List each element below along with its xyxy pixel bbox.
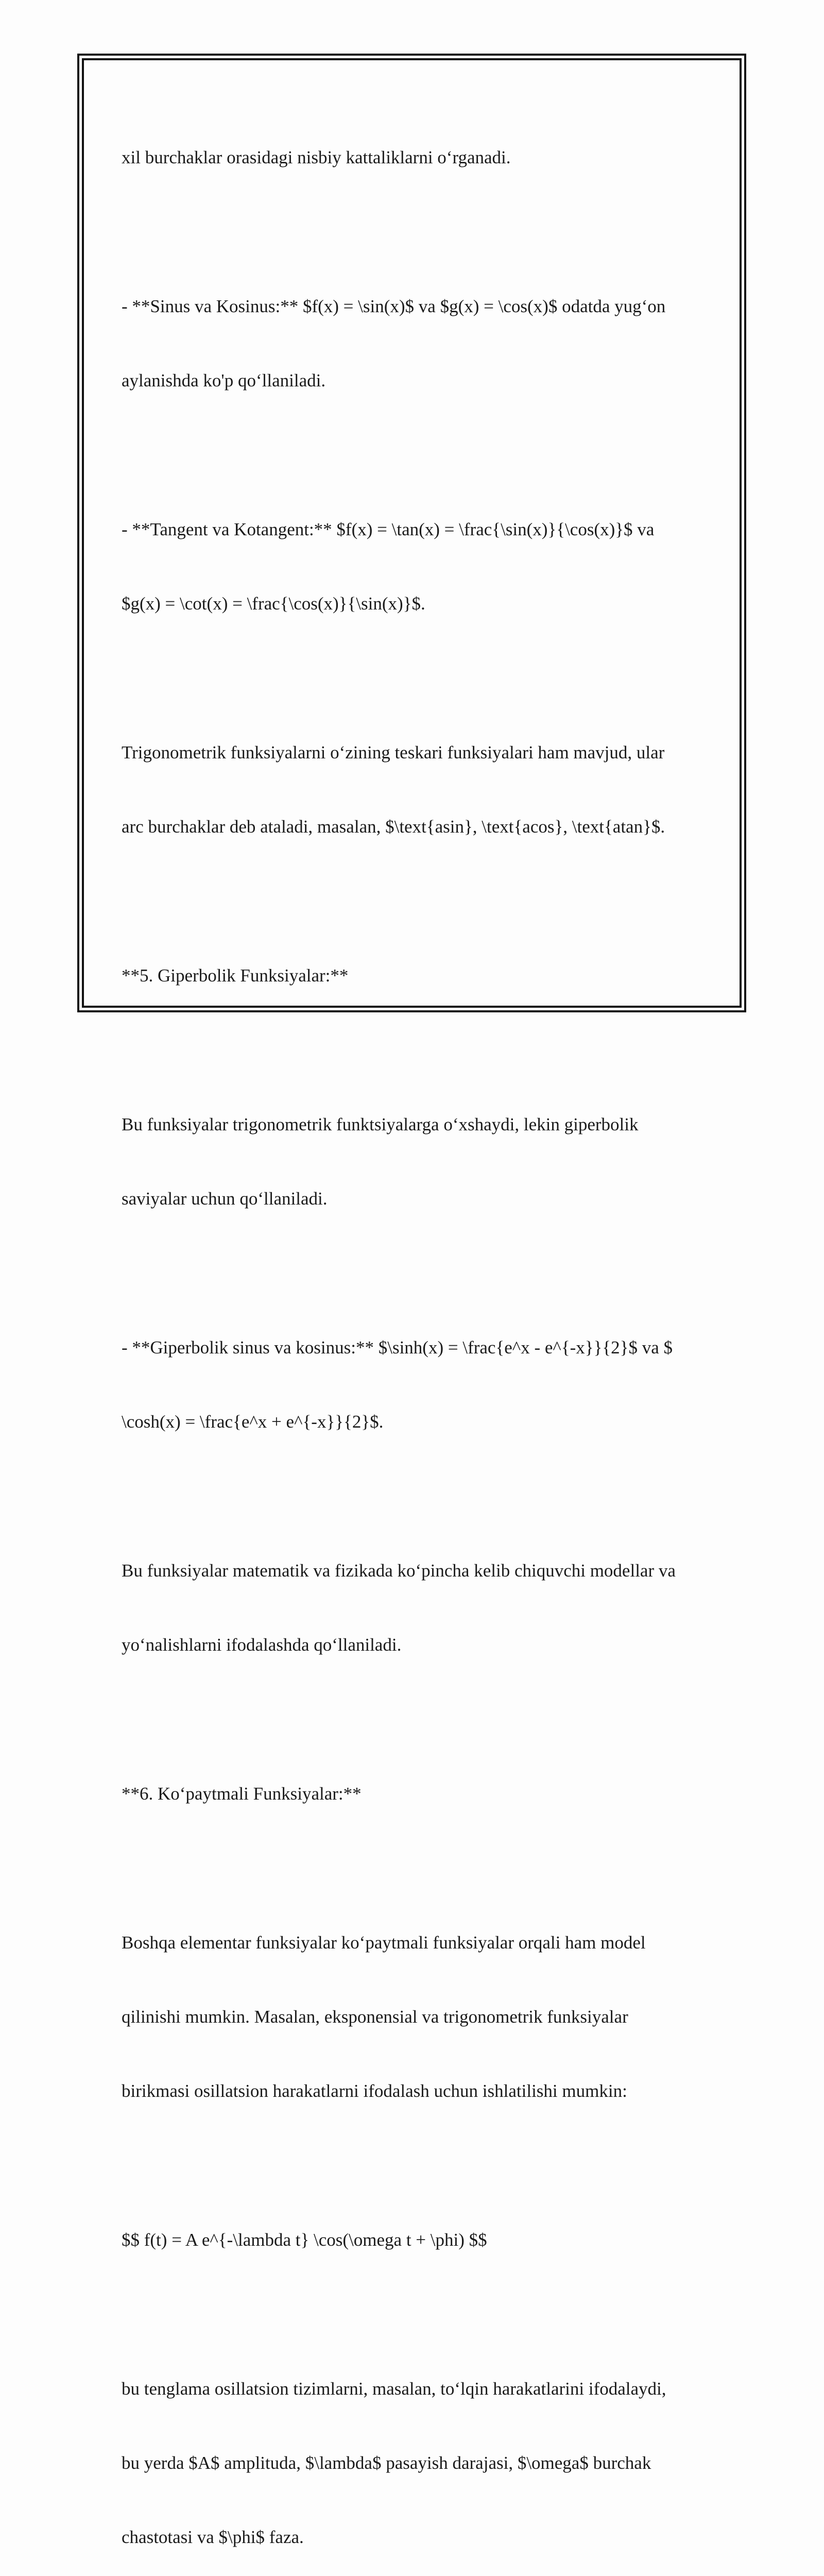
paragraph	[122, 2327, 703, 2576]
text-line: \cosh(x) = \frac{e^x + e^{-x}}{2}$.	[122, 1412, 384, 1432]
text-line: **6. Ko‘paytmali Funksiyalar:**	[122, 1784, 362, 1804]
paragraph	[122, 1286, 703, 1484]
section-heading	[122, 914, 703, 1038]
text-line: saviyalar uchun qo‘llaniladi.	[122, 1189, 328, 1209]
text-line: birikmasi osillatsion harakatlarni ifodalash uchun ishlatilishi mumkin:	[122, 2081, 627, 2101]
text-line: bu tenglama osillatsion tizimlarni, masalan, to‘lqin harakatlarini ifodalaydi,	[122, 2379, 666, 2399]
text-line: - **Sinus va Kosinus:** $f(x) = \sin(x)$ va $g(x) = \cos(x)$ odatda yug‘on	[122, 296, 666, 316]
text-line: Boshqa elementar funksiyalar ko‘paytmali funksiyalar orqali ham model	[122, 1933, 646, 1953]
paragraph	[122, 1509, 703, 1707]
text-line: chastotasi va $\phi$ faza.	[122, 2527, 304, 2547]
text-line: - **Giperbolik sinus va kosinus:** $\sinh(x) = \frac{e^x - e^{-x}}{2}$ va $	[122, 1337, 673, 1358]
paragraph	[122, 1063, 703, 1261]
paragraph	[122, 1881, 703, 2153]
section-heading	[122, 1732, 703, 1856]
paragraph	[122, 691, 703, 889]
text-line: Trigonometrik funksiyalarni o‘zining teskari funksiyalari ham mavjud, ular	[122, 742, 665, 762]
text-line: $g(x) = \cot(x) = \frac{\cos(x)}{\sin(x)}$.	[122, 594, 425, 614]
text-line: xil burchaklar orasidagi nisbiy kattaliklarni o‘rganadi.	[122, 147, 511, 167]
text-line: yo‘nalishlarni ifodalashda qo‘llaniladi.	[122, 1635, 402, 1655]
text-line: - **Tangent va Kotangent:** $f(x) = \tan(x) = \frac{\sin(x)}{\cos(x)}$ va	[122, 519, 655, 539]
text-line: arc burchaklar deb ataladi, masalan, $\text{asin}, \text{acos}, \text{atan}$.	[122, 817, 665, 837]
text-line: $$ f(t) = A e^{-\lambda t} \cos(\omega t + \phi) $$	[122, 2230, 487, 2250]
paragraph	[122, 96, 703, 219]
text-line: **5. Giperbolik Funksiyalar:**	[122, 965, 349, 986]
document-body	[122, 96, 703, 2576]
text-line: Bu funksiyalar trigonometrik funktsiyalarga o‘xshaydi, lekin giperbolik	[122, 1114, 639, 1134]
text-line: Bu funksiyalar matematik va fizikada ko‘pincha kelib chiquvchi modellar va	[122, 1561, 676, 1581]
text-line: aylanishda ko'p qo‘llaniladi.	[122, 370, 326, 391]
equation	[122, 2178, 703, 2302]
paragraph	[122, 245, 703, 443]
text-line: bu yerda $A$ amplituda, $\lambda$ pasayish darajasi, $\omega$ burchak	[122, 2453, 651, 2473]
paragraph	[122, 468, 703, 666]
text-line: qilinishi mumkin. Masalan, eksponensial va trigonometrik funksiyalar	[122, 2007, 628, 2027]
